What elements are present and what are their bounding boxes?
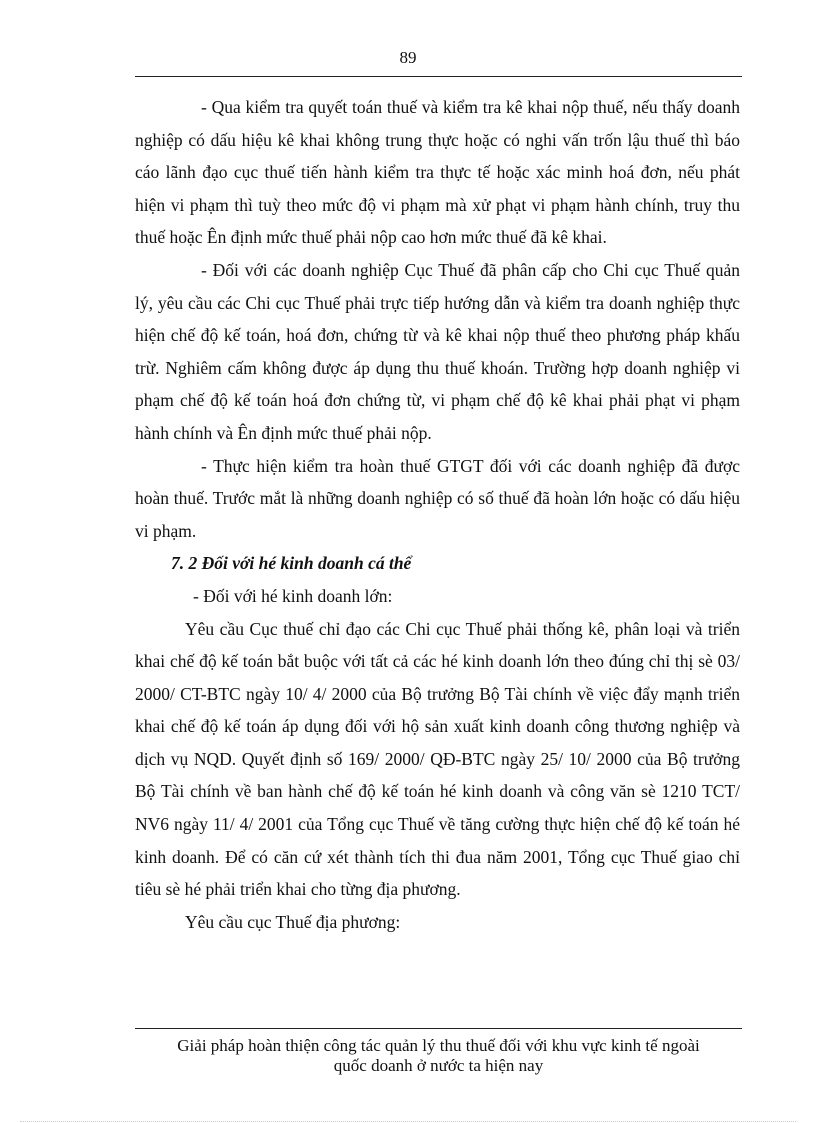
section-heading: 7. 2 Đối với hé kinh doanh cá thể <box>171 553 412 574</box>
paragraph-audit-check: - Qua kiểm tra quyết toán thuế và kiểm tra kê khai nộp thuế, nếu thấy doanh nghiệp có dấu hiệu kê khai không trung thực hoặc có nghi vấn trốn lậu thuế thì báo cáo lãnh đạo cục thuế tiến hành kiểm tra thực tế hoặc xác minh hoá đơn, nếu phát hiện vi phạm thì tuỳ theo mức độ vi phạm mà xử phạt vi phạm hành chính, truy thu thuế hoặc Ên định mức thuế phải nộp cao hơn mức thuế đã kê khai. <box>135 97 740 248</box>
page-number: 89 <box>399 48 417 67</box>
sub-item-large-households: - Đối với hé kinh doanh lớn: <box>193 585 393 606</box>
footer-rule <box>135 1028 742 1029</box>
document-body <box>135 91 740 938</box>
footer-line-2: quốc doanh ở nước ta hiện nay <box>333 1056 544 1075</box>
page-edge-divider <box>20 1121 796 1122</box>
paragraph-decentralized-enterprises: - Đối với các doanh nghiệp Cục Thuế đã phân cấp cho Chi cục Thuế quản lý, yêu cầu các Chi cục Thuế phải trực tiếp hướng dẫn và kiểm tra doanh nghiệp thực hiện chế độ kế toán, hoá đơn, chứng từ và kê khai nộp thuế theo phương pháp khấu trừ. Nghiêm cấm không được áp dụng thu thuế khoán. Trường hợp doanh nghiệp vi phạm chế độ kế toán hoá đơn chứng từ, vi phạm chế độ kê khai phải phạt vi phạm hành chính và Ên định mức thuế phải nộp. <box>135 259 740 443</box>
footer-line-1: Giải pháp hoàn thiện công tác quản lý thu thuế đối với khu vực kinh tế ngoài <box>177 1036 700 1055</box>
page-footer <box>135 1036 742 1076</box>
paragraph-accounting-requirements: Yêu cầu Cục thuế chỉ đạo các Chi cục Thuế phải thống kê, phân loại và triển khai chế độ kế toán bắt buộc với tất cả các hé kinh doanh lớn theo đúng chỉ thị sè 03/ 2000/ CT-BTC ngày 10/ 4/ 2000 của Bộ trưởng Bộ Tài chính về việc đẩy mạnh triển khai chế độ kế toán áp dụng đối với hộ sản xuất kinh doanh công thương nghiệp và dịch vụ NQD. Quyết định số 169/ 2000/ QĐ-BTC ngày 25/ 10/ 2000 của Bộ trưởng Bộ Tài chính về ban hành chế độ kế toán hé kinh doanh và công văn sè 1210 TCT/ NV6 ngày 11/ 4/ 2001 của Tổng cục Thuế về tăng cường thực hiện chế độ kế toán hé kinh doanh. Để có căn cứ xét thành tích thi đua năm 2001, Tổng cục Thuế giao chỉ tiêu sè hé phải triển khai cho từng địa phương. <box>135 618 740 900</box>
header-rule <box>135 76 742 77</box>
paragraph-local-requirements: Yêu cầu cục Thuế địa phương: <box>185 911 401 932</box>
paragraph-vat-refund-check: - Thực hiện kiểm tra hoàn thuế GTGT đối với các doanh nghiệp đã được hoàn thuế. Trước mắt là những doanh nghiệp có số thuế đã hoàn lớn hoặc có dấu hiệu vi phạm. <box>135 455 740 541</box>
